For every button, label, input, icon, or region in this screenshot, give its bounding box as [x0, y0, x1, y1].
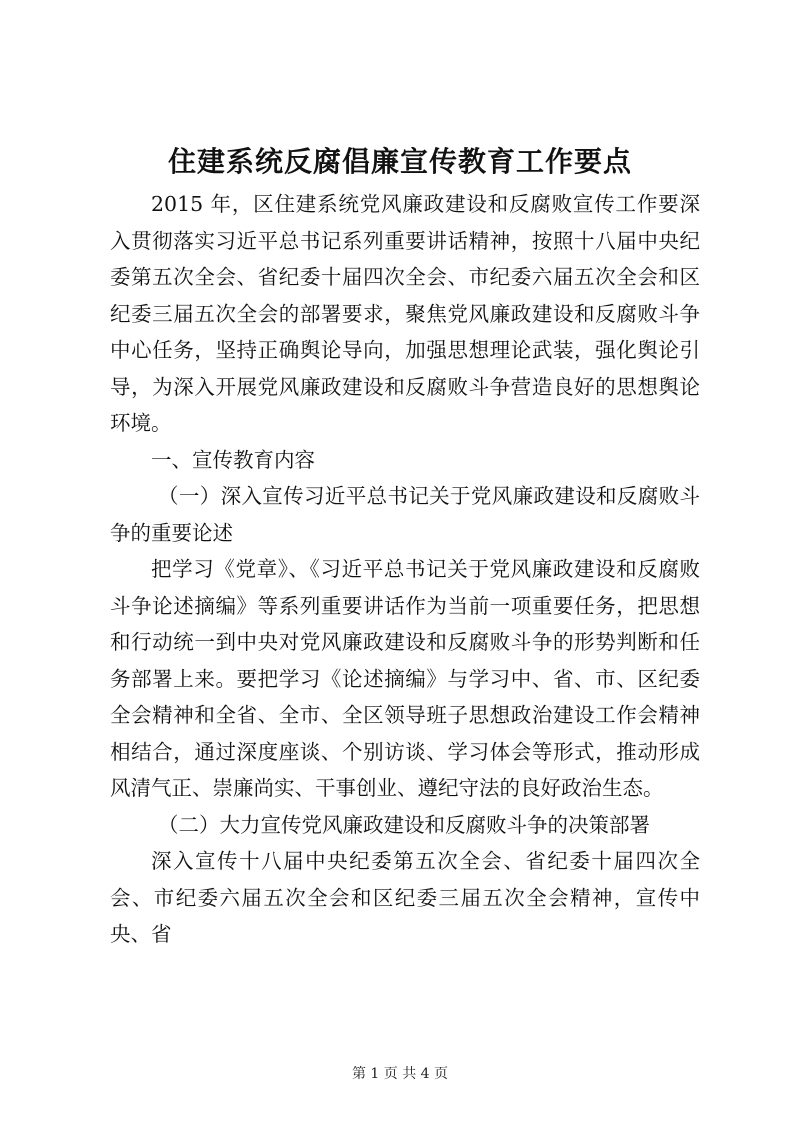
document-body [110, 186, 700, 953]
body-paragraph-2: 深入宣传十八届中央纪委第五次全会、省纪委十届四次全会、市纪委六届五次全会和区纪委三届五次全会精神，宣传中央、省 [110, 849, 700, 946]
document-title: 住建系统反腐倡廉宣传教育工作要点 [167, 145, 632, 178]
subsection-heading-1: （一）深入宣传习近平总书记关于党风廉政建设和反腐败斗争的重要论述 [110, 484, 700, 545]
subsection-heading-2: （二）大力宣传党风廉政建设和反腐败斗争的决策部署 [158, 812, 650, 837]
page-footer: 第 1 页 共 4 页 [351, 1066, 449, 1082]
body-paragraph-1: 把学习《党章》、《习近平总书记关于党风廉政建设和反腐败斗争论述摘编》等系列重要讲话作为当前一项重要任务，把思想和行动统一到中央对党风廉政建设和反腐败斗争的形势判断和任务部署上来。要把学习《论述摘编》与学习中、省、市、区纪委全会精神和全省、全市、全区领导班子思想政治建设工作会精神相结合，通过深度座谈、个别访谈、学习体会等形式，推动形成风清气正、崇廉尚实、干事创业、遵纪守法的良好政治生态。 [110, 557, 700, 800]
section-heading-content: 一、宣传教育内容 [151, 447, 315, 472]
intro-paragraph: 2015 年，区住建系统党风廉政建设和反腐败宣传工作要深入贯彻落实习近平总书记系列重要讲话精神，按照十八届中央纪委第五次全会、省纪委十届四次全会、市纪委六届五次全会和区纪委三届五次全会的部署要求，聚焦党风廉政建设和反腐败斗争中心任务，坚持正确舆论导向，加强思想理论武装，强化舆论引导，为深入开展党风廉政建设和反腐败斗争营造良好的思想舆论环境。 [110, 192, 700, 435]
